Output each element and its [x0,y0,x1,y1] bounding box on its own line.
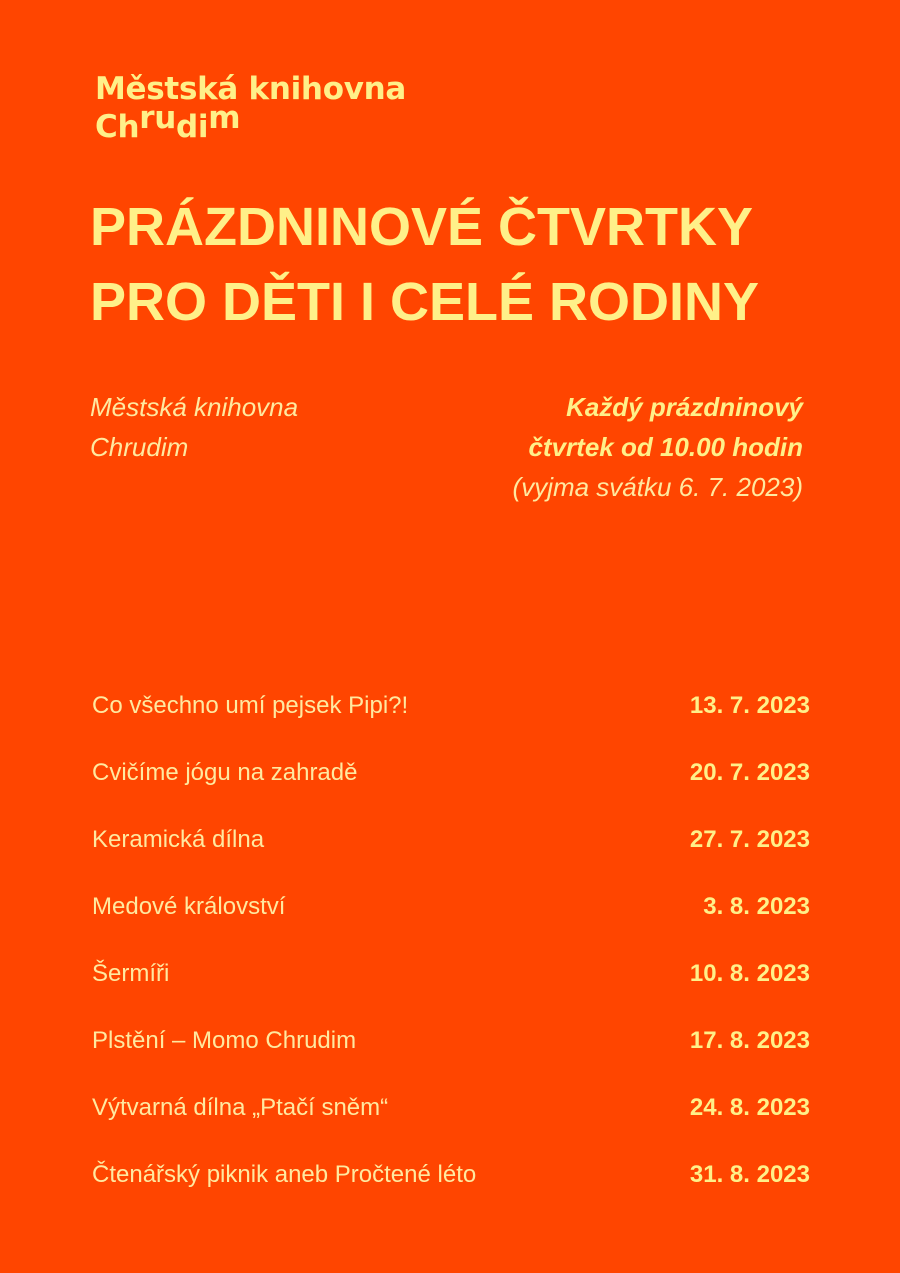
event-title: Čtenářský piknik aneb Pročtené léto [92,1160,477,1188]
event-list [92,672,810,1208]
location-line-1: Městská knihovna [90,392,299,422]
event-date: 13. 7. 2023 [689,691,810,719]
event-title: Šermíři [92,959,170,987]
schedule-line-1: Každý prázdninový [566,392,803,422]
event-row [92,1007,810,1074]
event-title: Medové království [92,892,286,920]
library-logo [95,70,406,146]
event-date: 31. 8. 2023 [689,1160,810,1188]
event-title: Výtvarná dílna „Ptačí sněm“ [92,1093,389,1121]
event-row [92,806,810,873]
event-date: 10. 8. 2023 [689,959,810,987]
logo-line-2: Chrudim [95,100,241,145]
event-row [92,1074,810,1141]
logo-line-1: Městská knihovna [95,71,406,107]
event-date: 24. 8. 2023 [689,1093,810,1121]
title-line-1: PRÁZDNINOVÉ ČTVRTKY [90,197,754,257]
event-date: 20. 7. 2023 [689,758,810,786]
event-row [92,873,810,940]
event-title: Keramická dílna [92,825,265,853]
schedule-line-2: čtvrtek od 10.00 hodin [528,432,803,462]
schedule-note: (vyjma svátku 6. 7. 2023) [512,472,803,502]
event-date: 3. 8. 2023 [703,892,810,920]
event-date: 27. 7. 2023 [689,825,810,853]
location-line-2: Chrudim [90,432,189,462]
event-title: Plstění – Momo Chrudim [92,1026,357,1054]
page-title [90,190,810,340]
event-row [92,672,810,739]
event-row [92,940,810,1007]
event-row [92,1141,810,1208]
schedule-info [513,387,803,507]
title-line-2: PRO DĚTI I CELÉ RODINY [90,272,760,332]
event-title: Cvičíme jógu na zahradě [92,758,358,786]
event-row [92,739,810,806]
location-info [90,387,298,467]
event-date: 17. 8. 2023 [689,1026,810,1054]
event-title: Co všechno umí pejsek Pipi?! [92,691,409,719]
